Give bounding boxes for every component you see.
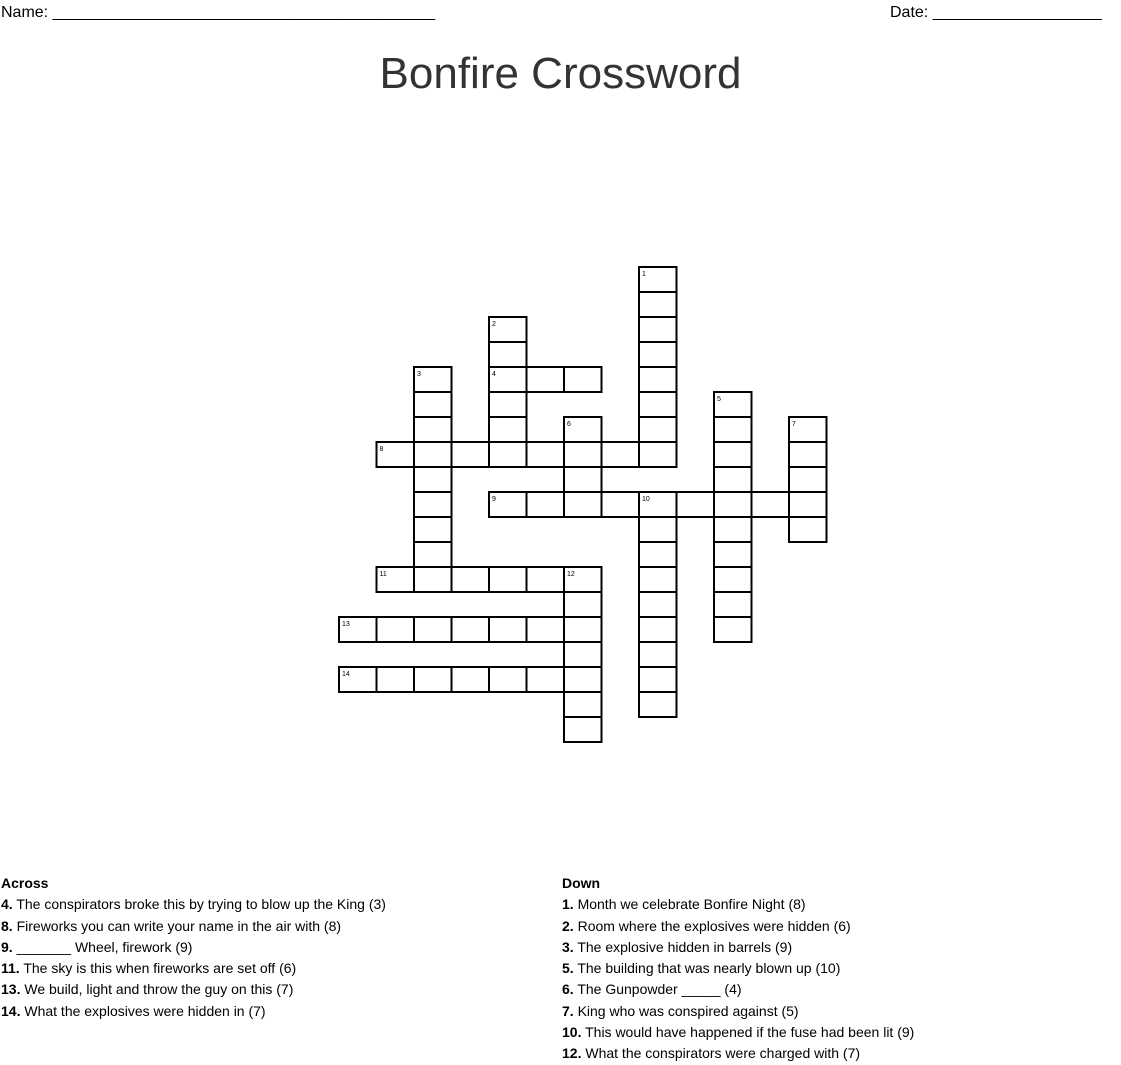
across-clue-list [1, 894, 386, 1022]
across-clues [1, 873, 386, 1022]
crossword-cell[interactable] [414, 517, 452, 542]
clue-number: 2. [562, 917, 574, 934]
crossword-cell[interactable] [639, 292, 677, 317]
crossword-cell[interactable] [377, 567, 415, 592]
crossword-cell[interactable] [414, 367, 452, 392]
clue-number: 1. [562, 896, 574, 913]
crossword-cell[interactable] [639, 667, 677, 692]
cell-number: 5 [717, 396, 721, 403]
crossword-cell[interactable] [714, 492, 752, 517]
clue-text: Room where the explosives were hidden (6) [573, 917, 851, 934]
crossword-cell[interactable] [527, 367, 565, 392]
crossword-cell[interactable] [377, 667, 415, 692]
crossword-cell[interactable] [452, 567, 490, 592]
page-title: Bonfire Crossword [379, 49, 742, 98]
crossword-cell[interactable] [639, 392, 677, 417]
crossword-cell[interactable] [564, 692, 602, 717]
crossword-cell[interactable] [489, 442, 527, 467]
crossword-cell[interactable] [489, 492, 527, 517]
clue-text: King who was conspired against (5) [573, 1002, 799, 1019]
crossword-cell[interactable] [564, 567, 602, 592]
crossword-cell[interactable] [414, 392, 452, 417]
clue-number: 10. [562, 1024, 582, 1041]
down-clue-list [562, 894, 914, 1064]
down-clue [562, 916, 914, 937]
clue-number: 8. [1, 917, 13, 934]
clue-number: 4. [1, 896, 13, 913]
crossword-cell[interactable] [789, 467, 827, 492]
crossword-cell[interactable] [527, 617, 565, 642]
crossword-cell[interactable] [414, 467, 452, 492]
crossword-cell[interactable] [414, 492, 452, 517]
crossword-cell[interactable] [414, 442, 452, 467]
clue-text: What the conspirators were charged with (7) [581, 1045, 861, 1062]
crossword-cell[interactable] [639, 542, 677, 567]
crossword-cell[interactable] [564, 367, 602, 392]
clue-number: 5. [562, 960, 574, 977]
crossword-cell[interactable] [639, 492, 677, 517]
crossword-cell[interactable] [339, 667, 377, 692]
crossword-cell[interactable] [564, 717, 602, 742]
cell-number: 8 [379, 446, 384, 453]
crossword-cell[interactable] [789, 442, 827, 467]
crossword-cell[interactable] [789, 417, 827, 442]
crossword-cell[interactable] [527, 442, 565, 467]
crossword-cell[interactable] [639, 617, 677, 642]
crossword-cell[interactable] [489, 342, 527, 367]
crossword-cell[interactable] [489, 367, 527, 392]
crossword-cell[interactable] [377, 617, 415, 642]
crossword-cell[interactable] [639, 342, 677, 367]
clue-text: Month we celebrate Bonfire Night (8) [573, 896, 806, 913]
cell-number: 2 [492, 321, 496, 328]
crossword-cell[interactable] [564, 417, 602, 442]
clue-number: 3. [562, 938, 574, 955]
clue-text: Fireworks you can write your name in the air with (8) [12, 917, 342, 934]
down-clue [562, 979, 914, 1000]
crossword-cell[interactable] [564, 667, 602, 692]
crossword-cell[interactable] [714, 442, 752, 467]
clue-number: 7. [562, 1002, 574, 1019]
cell-number: 7 [792, 421, 796, 428]
across-heading: Across [1, 875, 49, 891]
down-clue [562, 894, 914, 915]
crossword-cell[interactable] [677, 492, 715, 517]
crossword-cell[interactable] [414, 617, 452, 642]
cell-number: 13 [342, 621, 350, 628]
crossword-cell[interactable] [789, 517, 827, 542]
crossword-cell[interactable] [489, 392, 527, 417]
crossword-cell[interactable] [489, 417, 527, 442]
down-heading: Down [562, 875, 601, 891]
crossword-cell[interactable] [339, 617, 377, 642]
crossword-cell[interactable] [414, 542, 452, 567]
crossword-cell[interactable] [639, 567, 677, 592]
clue-text: We build, light and throw the guy on this (7) [20, 981, 294, 998]
clue-number: 13. [1, 981, 21, 998]
cell-number: 4 [492, 371, 496, 378]
crossword-cell[interactable] [564, 592, 602, 617]
clue-number: 9. [1, 938, 13, 955]
crossword-cell[interactable] [714, 542, 752, 567]
down-clue [562, 1001, 914, 1022]
crossword-cell[interactable] [639, 417, 677, 442]
crossword-cell[interactable] [414, 667, 452, 692]
cell-number: 3 [417, 371, 421, 378]
down-clue [562, 937, 914, 958]
crossword-cell[interactable] [639, 317, 677, 342]
crossword-cell[interactable] [527, 567, 565, 592]
crossword-cell[interactable] [602, 492, 640, 517]
clue-text: This would have happened if the fuse had been lit (9) [581, 1024, 915, 1041]
crossword-cell[interactable] [489, 617, 527, 642]
crossword-cell[interactable] [789, 492, 827, 517]
crossword-cell[interactable] [714, 592, 752, 617]
crossword-cell[interactable] [527, 667, 565, 692]
crossword-cell[interactable] [527, 492, 565, 517]
crossword-cell[interactable] [714, 567, 752, 592]
across-clue [1, 979, 386, 1000]
crossword-cell[interactable] [452, 667, 490, 692]
crossword-cell[interactable] [714, 517, 752, 542]
crossword-cell[interactable] [714, 392, 752, 417]
across-clue [1, 958, 386, 979]
across-clue [1, 937, 386, 958]
crossword-cell[interactable] [489, 667, 527, 692]
clue-text: The explosive hidden in barrels (9) [573, 938, 793, 955]
down-clue [562, 1022, 914, 1043]
crossword-cell[interactable] [639, 267, 677, 292]
crossword-cell[interactable] [452, 442, 490, 467]
crossword-cell[interactable] [377, 442, 415, 467]
across-clue [1, 1001, 386, 1022]
down-clues [562, 873, 914, 1065]
down-clue [562, 1043, 914, 1064]
cell-number: 1 [642, 271, 646, 278]
clue-number: 12. [562, 1045, 582, 1062]
crossword-cell[interactable] [564, 492, 602, 517]
name-field[interactable]: Name: ___________________________________________ [1, 4, 436, 21]
cell-number: 12 [567, 571, 575, 578]
clue-number: 11. [1, 960, 20, 977]
crossword-cell[interactable] [564, 617, 602, 642]
crossword-cell[interactable] [564, 642, 602, 667]
crossword-cell[interactable] [639, 442, 677, 467]
crossword-cell[interactable] [414, 567, 452, 592]
crossword-cell[interactable] [489, 317, 527, 342]
crossword-cell[interactable] [714, 417, 752, 442]
clue-text: The conspirators broke this by trying to blow up the King (3) [12, 896, 386, 913]
clue-text: The building that was nearly blown up (10) [573, 960, 841, 977]
clue-text: The Gunpowder _____ (4) [573, 981, 742, 998]
cell-number: 10 [642, 496, 650, 503]
crossword-cell[interactable] [564, 467, 602, 492]
crossword-cell[interactable] [639, 642, 677, 667]
crossword-cell[interactable] [714, 617, 752, 642]
cell-number: 6 [567, 421, 571, 428]
across-clue [1, 894, 386, 915]
crossword-cell[interactable] [564, 442, 602, 467]
crossword-cell[interactable] [452, 617, 490, 642]
clue-number: 6. [562, 981, 574, 998]
clue-text: The sky is this when fireworks are set off (6) [19, 960, 297, 977]
crossword-cell[interactable] [639, 592, 677, 617]
cell-number: 9 [492, 496, 496, 503]
clue-number: 14. [1, 1002, 21, 1019]
crossword-cell[interactable] [752, 492, 790, 517]
down-clue [562, 958, 914, 979]
date-field[interactable]: Date: ___________________ [890, 4, 1102, 21]
crossword-cell[interactable] [639, 367, 677, 392]
crossword-cell[interactable] [639, 517, 677, 542]
crossword-cell[interactable] [414, 417, 452, 442]
crossword-cell[interactable] [602, 442, 640, 467]
cell-number: 11 [379, 571, 387, 578]
across-clue [1, 916, 386, 937]
crossword-cell[interactable] [639, 692, 677, 717]
cell-number: 14 [342, 671, 350, 678]
crossword-cell[interactable] [489, 567, 527, 592]
clue-text: What the explosives were hidden in (7) [20, 1002, 266, 1019]
crossword-cell[interactable] [714, 467, 752, 492]
clue-text: _______ Wheel, firework (9) [12, 938, 193, 955]
